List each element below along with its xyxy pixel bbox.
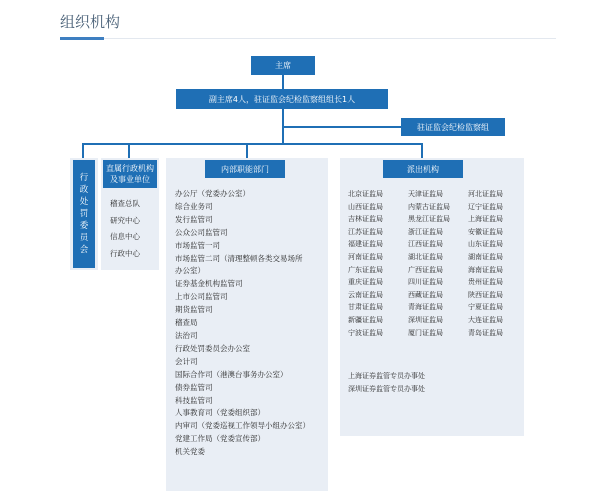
grid-item: 贵州证监局	[468, 278, 503, 287]
list-item: 科技监管司	[175, 395, 213, 405]
list-item: 党建工作局（党委宣传部）	[175, 434, 265, 444]
direct-header	[103, 160, 157, 188]
discipline-box	[401, 118, 505, 136]
direct-list	[110, 196, 140, 262]
internal-header-label: 内部职能部门	[221, 164, 269, 174]
grid-item: 青海证监局	[408, 303, 443, 312]
list-item: 法治司	[175, 330, 198, 340]
list-item: 办公室）	[175, 266, 205, 276]
list-item: 公众公司监管司	[175, 227, 228, 237]
dispatched-grid	[348, 188, 528, 339]
list-item: 信息中心	[110, 232, 140, 241]
grid-item: 山东证监局	[468, 240, 503, 249]
grid-item: 重庆证监局	[348, 278, 383, 287]
grid-item: 云南证监局	[348, 290, 383, 299]
list-item: 综合业务司	[175, 201, 213, 211]
grid-item: 深圳证监局	[408, 315, 443, 324]
list-item: 行政中心	[110, 248, 140, 258]
grid-item: 广东证监局	[348, 265, 383, 274]
grid-item: 西藏证监局	[408, 290, 443, 299]
penalty-committee-label: 行政处罚委员会	[79, 173, 89, 255]
list-item: 债券监管司	[175, 382, 213, 392]
grid-item: 内蒙古证监局	[408, 202, 450, 211]
title-underline	[60, 37, 104, 40]
list-item: 行政处罚委员会办公室	[175, 343, 250, 353]
connector-drop-internal	[246, 143, 248, 158]
list-item: 稽查局	[175, 318, 198, 328]
list-item: 国际合作司（港澳台事务办公室）	[175, 369, 288, 379]
grid-item: 厦门证监局	[408, 328, 443, 337]
connector-drop-direct	[128, 143, 130, 158]
grid-item: 青岛证监局	[468, 328, 503, 337]
grid-item: 上海证监局	[468, 215, 503, 224]
grid-item: 宁夏证监局	[468, 303, 503, 312]
grid-item: 湖南证监局	[468, 252, 503, 261]
list-item: 市场监管一司	[175, 240, 220, 250]
internal-header	[205, 160, 285, 178]
list-item: 期货监管司	[175, 305, 213, 315]
list-item: 证券基金机构监管司	[175, 279, 243, 289]
grid-item: 河北证监局	[468, 190, 503, 198]
grid-item: 陕西证监局	[468, 290, 503, 299]
internal-list	[175, 188, 310, 459]
list-item: 人事教育司（党委组织部）	[175, 408, 265, 418]
dispatched-header-label: 派出机构	[407, 164, 439, 174]
list-item: 内审司（党委巡视工作领导小组办公室）	[175, 421, 310, 431]
connector-horizontal	[82, 143, 423, 145]
title-divider	[104, 38, 556, 39]
connector-chair-vice	[282, 75, 284, 89]
list-item: 研究中心	[110, 215, 140, 225]
list-item: 深圳证券监管专员办事处	[348, 385, 425, 393]
list-item: 办公厅（党委办公室）	[175, 189, 250, 198]
grid-item: 北京证监局	[348, 190, 383, 198]
list-item: 发行监管司	[175, 214, 213, 224]
page-title: 组织机构	[60, 13, 121, 31]
dispatched-header	[383, 160, 463, 178]
grid-item: 宁波证监局	[348, 328, 383, 337]
grid-item: 黑龙江证监局	[408, 215, 450, 224]
grid-item: 海南证监局	[468, 265, 503, 274]
grid-item: 广西证监局	[408, 265, 443, 274]
list-item: 上海证券监管专员办事处	[348, 372, 425, 380]
vice-chair-box	[176, 89, 388, 109]
list-item: 会计司	[175, 356, 198, 366]
grid-item: 河南证监局	[348, 252, 383, 261]
list-item: 稽查总队	[110, 199, 140, 208]
grid-item: 大连证监局	[468, 315, 503, 324]
discipline-label: 驻证监会纪检监察组	[417, 122, 489, 132]
list-item: 市场监管二司（清理整顿各类交易场所	[175, 253, 303, 263]
connector-discipline	[282, 126, 401, 128]
list-item: 上市公司监管司	[175, 292, 228, 302]
grid-item: 新疆证监局	[348, 315, 383, 324]
chair-label: 主席	[275, 61, 291, 70]
grid-item: 安徽证监局	[468, 227, 503, 236]
grid-item: 辽宁证监局	[468, 202, 503, 211]
connector-drop-dispatched	[421, 143, 423, 158]
grid-item: 湖北证监局	[408, 252, 443, 261]
vice-chair-label: 副主席4人，驻证监会纪检监察组组长1人	[208, 94, 356, 104]
grid-item: 江苏证监局	[348, 227, 383, 236]
grid-item: 山西证监局	[348, 202, 383, 211]
grid-item: 福建证监局	[348, 240, 383, 249]
direct-header-label: 直属行政机构及事业单位	[106, 164, 154, 184]
dispatched-offices	[348, 370, 425, 396]
grid-item: 浙江证监局	[408, 227, 443, 236]
penalty-committee-box	[73, 160, 95, 268]
grid-item: 天津证监局	[408, 190, 443, 198]
grid-item: 江西证监局	[408, 240, 443, 249]
chair-box	[251, 56, 315, 75]
list-item: 机关党委	[175, 447, 205, 457]
connector-drop-left	[82, 143, 84, 158]
grid-item: 甘肃证监局	[348, 303, 383, 312]
grid-item: 四川证监局	[408, 278, 443, 287]
grid-item: 吉林证监局	[348, 215, 383, 224]
